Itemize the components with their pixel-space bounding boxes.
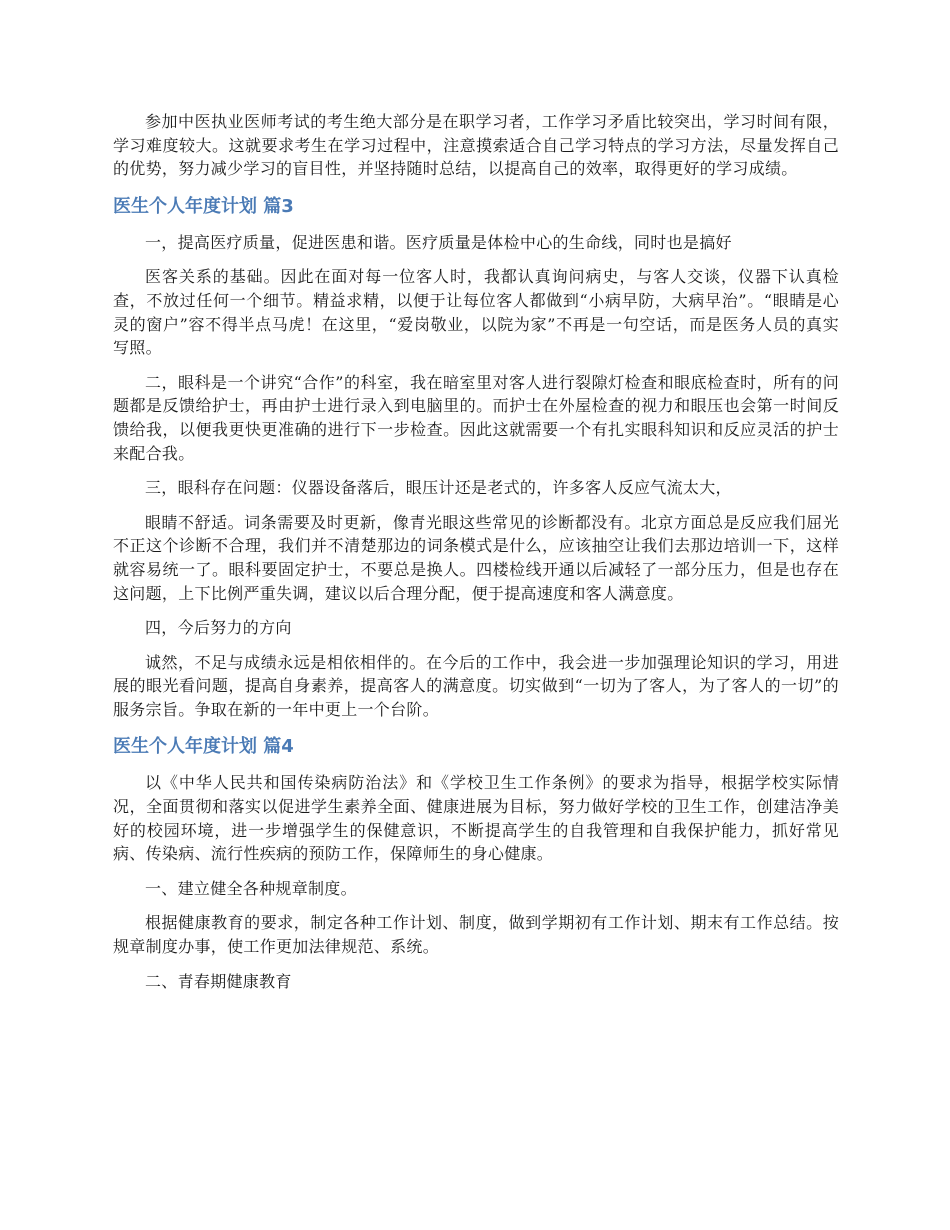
- section-4-paragraph-2: 一、建立健全各种规章制度。: [145, 878, 357, 898]
- section-3-paragraph-4: 三，眼科存在问题：仪器设备落后，眼压计还是老式的，许多客人反应气流太大，: [145, 478, 732, 498]
- section-3-paragraph-6: 四，今后努力的方向: [145, 618, 292, 638]
- section-3-paragraph-7: 诚然，不足与成绩永远是相依相伴的。在今后的工作中，我会进一步加强理论知识的学习，用进展的眼光看问题，提高自身素养，提高客人的满意度。切实做到“一切为了客人，为了客人的一切”的服务宗旨。争取在新的一年中更上一个台阶。: [113, 652, 839, 719]
- section-3-paragraph-1: 一，提高医疗质量，促进医患和谐。医疗质量是体检中心的生命线，同时也是搞好: [145, 232, 732, 252]
- section-4-heading: 医生个人年度计划 篇4: [113, 736, 294, 758]
- section-3-paragraph-5: 眼睛不舒适。词条需要及时更新，像青光眼这些常见的诊断都没有。北京方面总是反应我们屈光不正这个诊断不合理，我们并不清楚那边的词条模式是什么，应该抽空让我们去那边培训一下，这样就容易统一了。眼科要固定护士，不要总是换人。四楼检线开通以后减轻了一部分压力，但是也存在这问题，上下比例严重失调，建议以后合理分配，便于提高速度和客人满意度。: [113, 512, 839, 603]
- section-4-paragraph-1: 以《中华人民共和国传染病防治法》和《学校卫生工作条例》的要求为指导，根据学校实际情况，全面贯彻和落实以促进学生素养全面、健康进展为目标，努力做好学校的卫生工作，创建洁净美好的校园环境，进一步增强学生的保健意识，不断提高学生的自我管理和自我保护能力，抓好常见病、传染病、流行性疾病的预防工作，保障师生的身心健康。: [113, 773, 839, 864]
- section-3-paragraph-2: 医客关系的基础。因此在面对每一位客人时，我都认真询问病史，与客人交谈，仪器下认真检查，不放过任何一个细节。精益求精，以便于让每位客人都做到“小病早防，大病早治”。“眼睛是心灵的窗户”容不得半点马虎！在这里，“爱岗敬业，以院为家”不再是一句空话，而是医务人员的真实写照。: [113, 267, 839, 358]
- section-3-paragraph-3: 二，眼科是一个讲究“合作”的科室，我在暗室里对客人进行裂隙灯检查和眼底检查时，所有的问题都是反馈给护士，再由护士进行录入到电脑里的。而护士在外屋检查的视力和眼压也会第一时间反馈给我，以便我更快更准确的进行下一步检查。因此这就需要一个有扎实眼科知识和反应灵活的护士来配合我。: [113, 372, 839, 463]
- section-4-paragraph-3: 根据健康教育的要求，制定各种工作计划、制度，做到学期初有工作计划、期末有工作总结。按规章制度办事，使工作更加法律规范、系统。: [113, 913, 839, 957]
- section-4-paragraph-4: 二、青春期健康教育: [145, 971, 292, 991]
- section-3-heading: 医生个人年度计划 篇3: [113, 195, 294, 217]
- intro-paragraph: 参加中医执业医师考试的考生绝大部分是在职学习者，工作学习矛盾比较突出，学习时间有限，学习难度较大。这就要求考生在学习过程中，注意摸索适合自己学习特点的学习方法，尽量发挥自己的优势，努力减少学习的盲目性，并坚持随时总结，以提高自己的效率，取得更好的学习成绩。: [113, 112, 839, 179]
- document-page: [113, 110, 839, 1004]
